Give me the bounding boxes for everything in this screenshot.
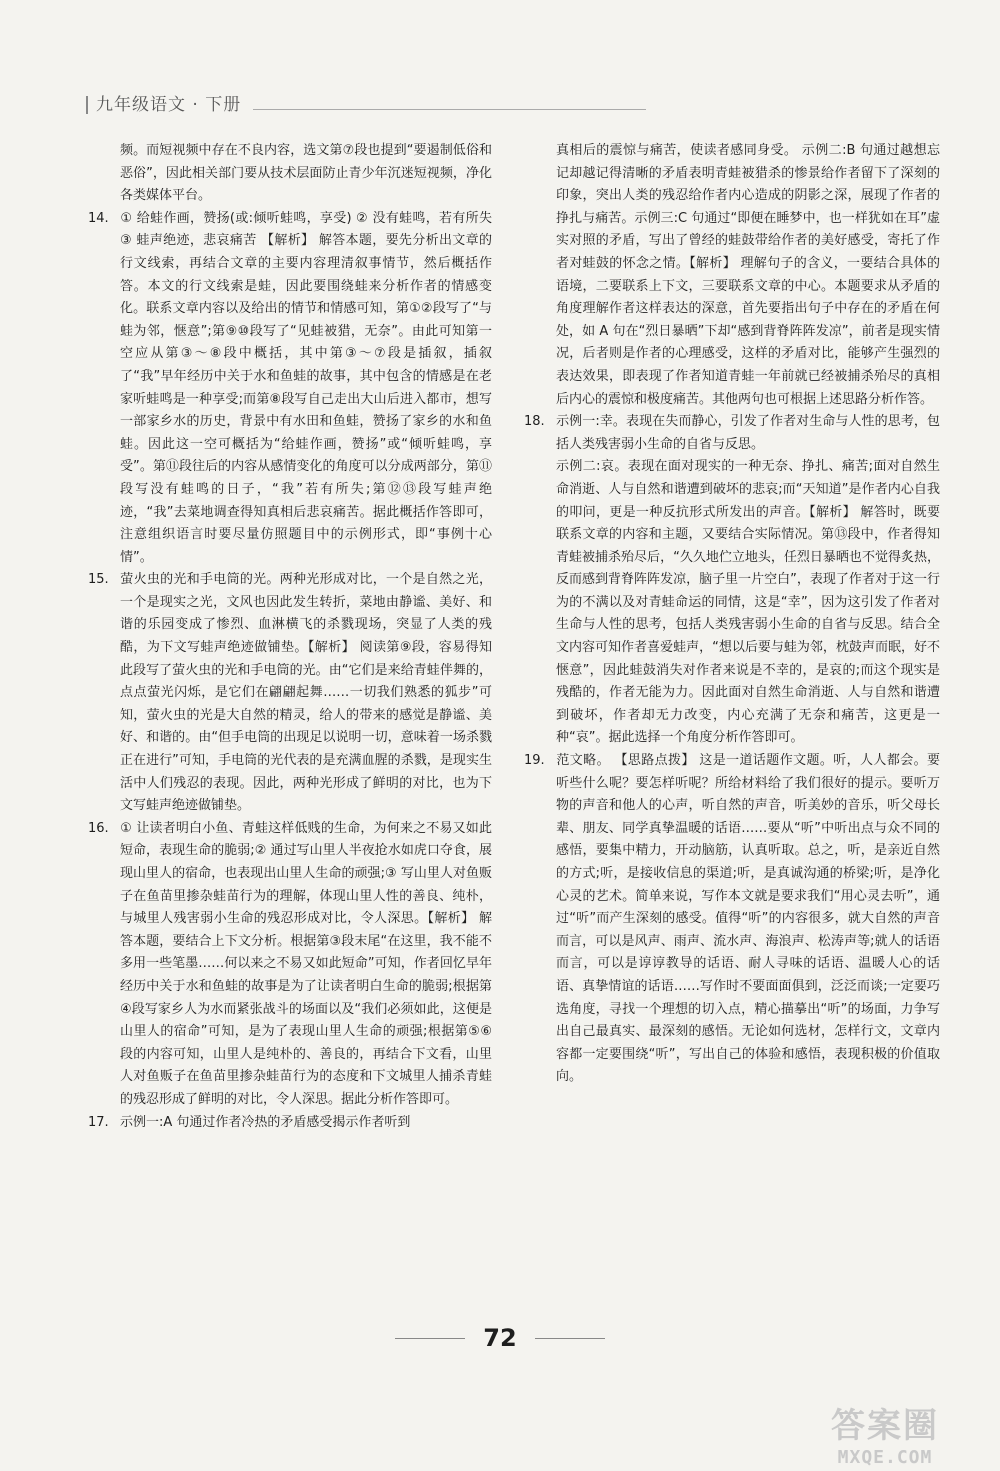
answer-item <box>524 140 940 411</box>
answer-text: 示例一:A 句通过作者冷热的矛盾感受揭示作者听到 <box>120 1114 411 1130</box>
answer-text: ① 让读者明白小鱼、青蛙这样低贱的生命，为何来之不易又如此短命，表现生命的脆弱;② 通过写山里人半夜抢水如虎口夺食，展现山里人的宿命，也表现出山里人生命的顽强;③ 写山里人对鱼贩子在鱼苗里掺杂蛙苗行为的理解，体现山里人性的善良、纯朴，与城里人残害弱小生命的残忍形成对比，令人深思。【解析】 解答本题，要结合上下文分析。根据第③段末尾“在这里，我不能不多用一些笔墨……何以来之不易又如此短命”可知，作者回忆早年经历中关于水和鱼蛙的故事是为了让读者明白生命的脆弱;根据第④段写家乡人为水而紧张战斗的场面以及“我们必须如此，这便是山里人的宿命”可知，是为了表现山里人生命的顽强;根据第⑤⑥段的内容可知，山里人是纯朴的、善良的，再结合下文看，山里人对鱼贩子在鱼苗里掺杂蛙苗行为的态度和下文城里人捕杀青蛙的残忍形成了鲜明的对比，令人深思。据此分析作答即可。 <box>120 820 492 1107</box>
answer-item <box>88 140 492 208</box>
header-title: 九年级语文 · 下册 <box>86 96 241 114</box>
footer-rule-left <box>395 1338 465 1339</box>
question-number: 17. <box>88 1114 109 1130</box>
page-footer <box>0 1318 1000 1358</box>
answer-text: ① 给蛙作画，赞扬(或:倾听蛙鸣，享受) ② 没有蛙鸣，若有所失 ③ 蛙声绝迹，悲哀痛苦 【解析】 解答本题，要先分析出文章的行文线索，再结合文章的主要内容理清叙事情节，然后概括作答。本文的行文线索是蛙，因此要围绕蛙来分析作者的情感变化。联系文章内容以及给出的情节和情感可知，第①②段写了“与蛙为邻，惬意”;第⑨⑩段写了“见蛙被猎，无奈”。由此可知第一空应从第③～⑧段中概括，其中第③～⑦段是插叙，插叙了“我”早年经历中关于水和鱼蛙的故事，其中包含的情感是在老家听蛙鸣是一种享受;而第⑧段写自己走出大山后进入都市，想写一部家乡水的历史，背景中有水田和鱼蛙，赞扬了家乡的水和鱼蛙。因此这一空可概括为“给蛙作画，赞扬”或“倾听蛙鸣，享受”。第⑪段往后的内容从感情变化的角度可以分成两部分，第⑪段写没有蛙鸣的日子，“我”若有所失;第⑫⑬段写蛙声绝迹，“我”去菜地调查得知真相后悲哀痛苦。据此概括作答即可，注意组织语言时要尽量仿照题目中的示例形式，即“事例十心情”。 <box>120 210 492 565</box>
page-number: 72 <box>483 1324 517 1352</box>
question-number: 14. <box>88 210 109 226</box>
left-column <box>88 140 492 1134</box>
answer-text: 真相后的震惊与痛苦，使读者感同身受。 示例二:B 句通过越想忘记却越记得清晰的矛盾表明青蛙被猎杀的惨景给作者留下了深刻的印象，突出人类的残忍给作者内心造成的阴影之深，展现了作者的挣扎与痛苦。示例三:C 句通过“即便在睡梦中，也一样犹如在耳”虚实对照的矛盾，写出了曾经的蛙鼓带给作者的美好感受，寄托了作者对蛙鼓的怀念之情。【解析】 理解句子的含义，一要结合具体的语境，二要联系上下文，三要联系文章的中心。本题要求从矛盾的角度理解作者这样表达的深意，首先要指出句子中存在的矛盾在何处，如 A 句在“烈日暴晒”下却“感到背脊阵阵发凉”，前者是现实情况，后者则是作者的心理感受，这样的矛盾对比，能够产生强烈的表达效果，即表现了作者知道青蛙一年前就已经被捕杀殆尽的真相后内心的震惊和极度痛苦。其他两句也可根据上述思路分析作答。 <box>556 143 940 407</box>
answer-item <box>88 818 492 1112</box>
answer-text: 萤火虫的光和手电筒的光。两种光形成对比，一个是自然之光，一个是现实之光，文风也因此发生转折，菜地由静谧、美好、和谐的乐园变成了惨烈、血淋横飞的杀戮现场，突显了人类的残酷，为下文写蛙声绝迹做铺垫。【解析】 阅读第⑨段，容易得知此段写了萤火虫的光和手电筒的光。由“它们是来给青蛙伴舞的，点点萤光闪烁，是它们在翩翩起舞……一切我们熟悉的狐步”可知，萤火虫的光是大自然的精灵，给人的带来的感觉是静谧、美好、和谐的。由“但手电筒的出现足以说明一切，意味着一场杀戮正在进行”可知，手电筒的光代表的是充满血腥的杀戮，是现实生活中人们残忍的表现。因此，两种光形成了鲜明的对比，也为下文写蛙声绝迹做铺垫。 <box>120 572 492 814</box>
answer-item <box>88 1112 492 1135</box>
question-number: 18. <box>524 414 545 430</box>
answer-item <box>524 411 940 750</box>
answer-text: 范文略。 【思路点拨】 这是一道话题作文题。听，人人都会。要听些什么呢？要怎样听呢？所给材料给了我们很好的提示。要听万物的声音和他人的心声，听自然的声音，听美妙的音乐，听父母长辈、朋友、同学真挚温暖的话语……要从“听”中听出点与众不同的感悟，要集中精力，开动脑筋，认真听取。总之，听，是亲近自然的方式;听，是接收信息的渠道;听，是真诚沟通的桥梁;听，是净化心灵的艺术。简单来说，写作本文就是要求我们“用心灵去听”，通过“听”而产生深刻的感受。值得“听”的内容很多，就大自然的声音而言，可以是风声、雨声、流水声、海浪声、松涛声等;就人的话语而言，可以是谆谆教导的话语、耐人寻味的话语、温暖人心的话语、真挚情谊的话语……写作时不要面面俱到，泛泛而谈;一定要巧选角度，寻找一个理想的切入点，精心描摹出“听”的场面，力争写出自己最真实、最深刻的感悟。无论如何选材，怎样行文，文章内容都一定要围绕“听”，写出自己的体验和感悟，表现积极的价值取向。 <box>556 753 940 1085</box>
watermark-bottom: MXQE.COM <box>837 1447 933 1468</box>
answer-text: 频。而短视频中存在不良内容，选文第⑦段也提到“要遏制低俗和恶俗”，因此相关部门要从技术层面防止青少年沉迷短视频，净化各类媒体平台。 <box>120 143 492 204</box>
question-number: 15. <box>88 572 109 588</box>
answer-text: 示例一:幸。表现在失而静心，引发了作者对生命与人性的思考，包括人类残害弱小生命的自省与反思。 示例二:哀。表现在面对现实的一种无奈、挣扎、痛苦;面对自然生命消逝、人与自然和谐遭到破坏的悲哀;而“天知道”是作者内心自我的叩问，更是一种反抗形式所发出的声音。【解析】 解答时，既要联系文章的内容和主题，又要结合实际情况。第⑬段中，作者得知青蛙被捕杀殆尽后，“久久地伫立地头，任烈日暴晒也不觉得炙热，反而感到背脊阵阵发凉，脑子里一片空白”，表现了作者对于这一行为的不满以及对青蛙命运的同情，这是“幸”，因为这引发了作者对生命与人性的思考，包括人类残害弱小生命的自省与反思。结合全文内容可知作者喜爱蛙声，“想以后要与蛙为邻，枕鼓声而眠，好不惬意”，因此蛙鼓消失对作者来说是不幸的，是哀的;而这个现实是残酷的，作者无能为力。因此面对自然生命消逝、人与自然和谐遭到破坏，作者却无力改变，内心充满了无奈和痛苦，这更是一种“哀”。据此选择一个角度分析作答即可。 <box>556 414 940 746</box>
watermark-logo <box>790 1398 980 1468</box>
running-header <box>86 88 646 114</box>
question-number: 16. <box>88 820 109 836</box>
answer-item <box>88 208 492 570</box>
header-rule <box>253 109 646 110</box>
right-column <box>524 140 940 1089</box>
footer-rule-right <box>535 1338 605 1339</box>
answer-item <box>524 750 940 1089</box>
answer-item <box>88 569 492 818</box>
watermark-top: 答案圈 <box>831 1406 939 1446</box>
question-number: 19. <box>524 753 545 769</box>
